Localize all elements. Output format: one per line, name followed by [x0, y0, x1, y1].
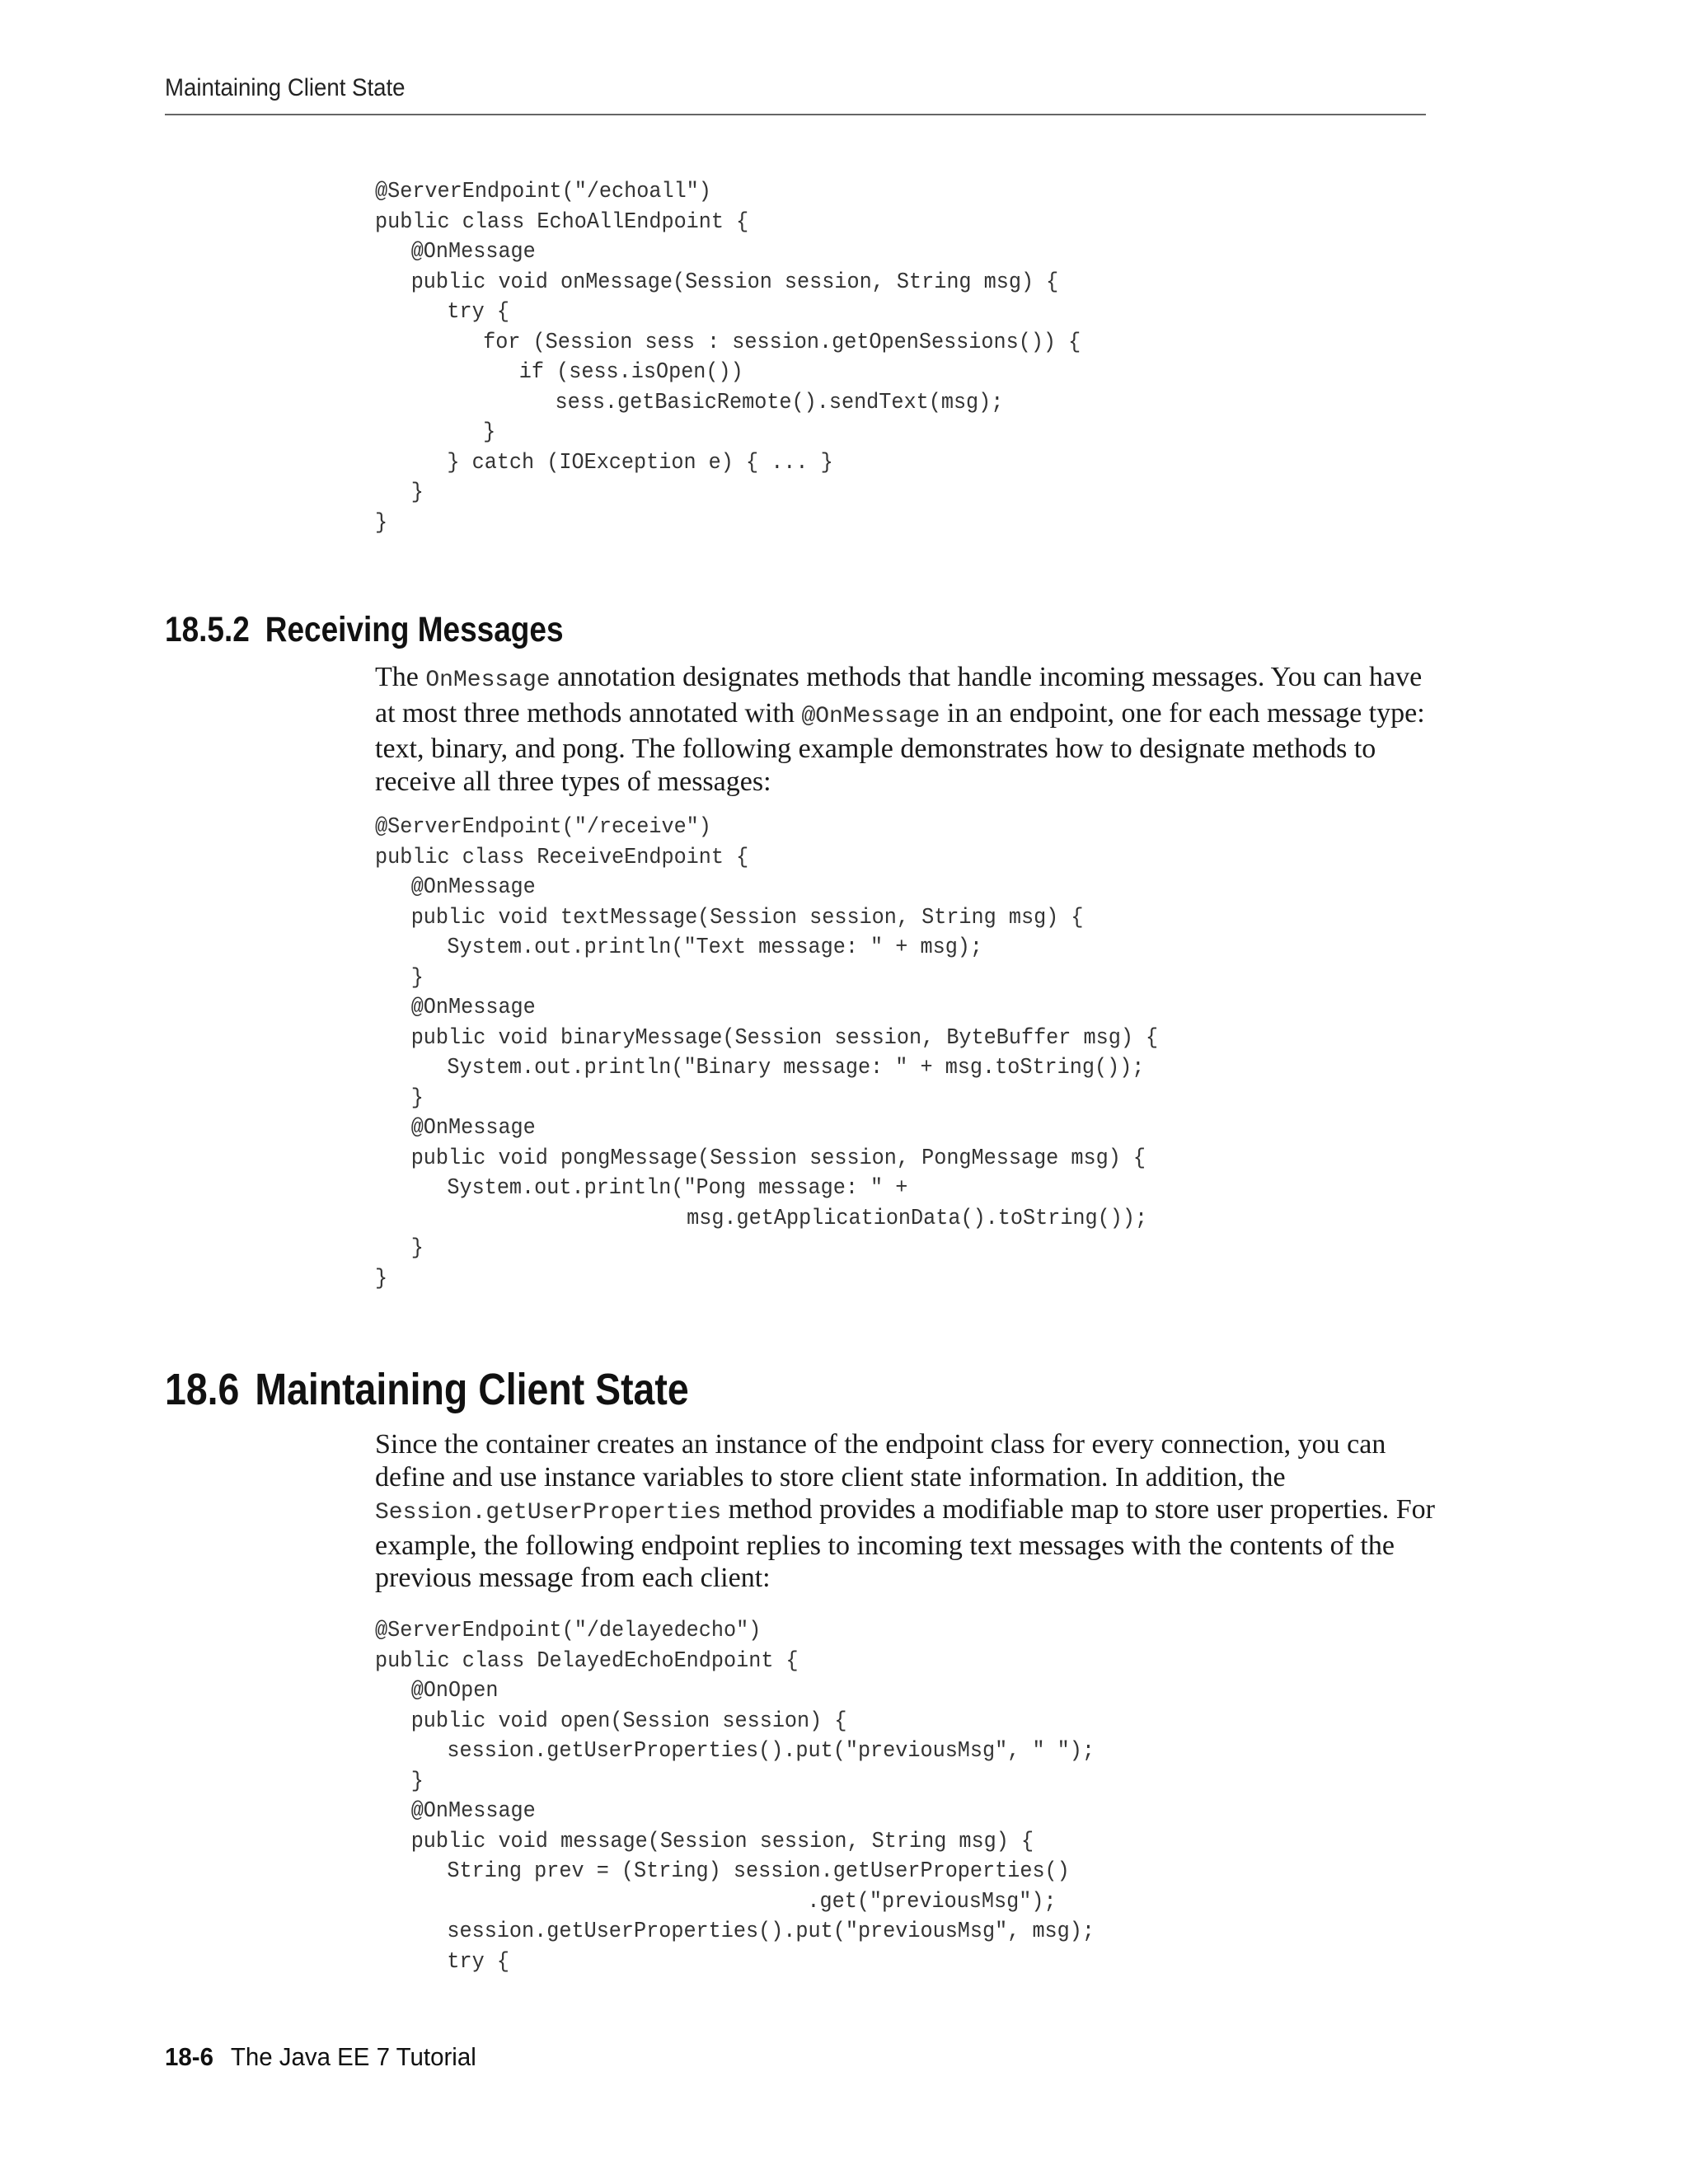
code-line: String prev = (String) session.getUserProperties()	[447, 1858, 1070, 1883]
section-number: 18.5.2	[165, 610, 250, 649]
code-line: for (Session sess : session.getOpenSessions()) {	[483, 329, 1081, 354]
code-line: public class EchoAllEndpoint {	[375, 209, 749, 234]
code-line: msg.getApplicationData().toString());	[687, 1205, 1148, 1230]
inline-code: Session.getUserProperties	[375, 1500, 722, 1526]
maintaining-client-state-paragraph	[375, 1428, 1438, 1595]
code-line: session.getUserProperties().put("previousMsg", msg);	[447, 1919, 1095, 1943]
code-line: }	[410, 964, 424, 990]
code-line: @OnOpen	[410, 1678, 499, 1703]
running-header: Maintaining Client State	[165, 74, 406, 101]
page-footer	[165, 2042, 476, 2072]
code-line: try {	[447, 1948, 509, 1974]
section-title: Maintaining Client State	[255, 1365, 689, 1414]
receiving-messages-paragraph	[375, 661, 1438, 798]
code-line: }	[410, 1085, 424, 1110]
section-heading-receiving-messages	[165, 610, 564, 650]
code-line: public void open(Session session) {	[410, 1708, 847, 1733]
code-line: }	[410, 1768, 424, 1793]
code-line: public void message(Session session, String msg) {	[410, 1828, 1034, 1854]
paragraph-text: in an endpoint, one for each message type: text, binary, and pong. The following example demonstrates how to designate methods to receive all three types of messages:	[375, 697, 1425, 797]
code-line: try {	[447, 299, 509, 324]
section-heading-maintaining-client-state	[165, 1364, 689, 1415]
code-line: public void onMessage(Session session, String msg) {	[410, 269, 1059, 294]
code-line: }	[410, 1235, 424, 1260]
code-line: System.out.println("Text message: " + msg);	[447, 935, 983, 959]
code-line: @OnMessage	[410, 1798, 536, 1823]
code-line: }	[410, 480, 424, 504]
paragraph-text: method provides a modifiable map to store user properties. For example, the following endpoint replies to incoming text messages with the contents of the previous message from each client:	[375, 1494, 1435, 1593]
code-line: @ServerEndpoint("/echoall")	[375, 179, 711, 204]
code-line: System.out.println("Pong message: " +	[447, 1175, 908, 1200]
code-line: } catch (IOException e) { ... }	[447, 449, 833, 475]
code-line: @ServerEndpoint("/delayedecho")	[375, 1618, 762, 1643]
code-line: .get("previousMsg");	[807, 1888, 1057, 1914]
code-line: System.out.println("Binary message: " + msg.toString());	[447, 1055, 1145, 1080]
inline-code: @OnMessage	[801, 703, 940, 729]
section-number: 18.6	[165, 1365, 240, 1414]
code-line: sess.getBasicRemote().sendText(msg);	[555, 389, 1004, 415]
code-line: }	[483, 419, 496, 444]
code-block-echoall	[375, 176, 1081, 537]
code-line: @OnMessage	[410, 995, 536, 1019]
inline-code: OnMessage	[425, 668, 551, 693]
code-block-receive	[375, 812, 1158, 1293]
code-line: @OnMessage	[410, 1115, 536, 1140]
paragraph-text: annotation designates methods that handle incoming messages. You can have at most three methods annotated with	[375, 662, 1423, 729]
code-line: public void pongMessage(Session session, PongMessage msg) {	[410, 1145, 1146, 1170]
header-rule	[165, 114, 1426, 115]
paragraph-text: Since the container creates an instance of the endpoint class for every connection, you can define and use instance variables to store client state information. In addition, the	[375, 1429, 1386, 1493]
paragraph-text: The	[375, 662, 426, 692]
page-number: 18-6	[165, 2042, 213, 2071]
code-line: session.getUserProperties().put("previousMsg", " ");	[447, 1738, 1095, 1763]
code-line: @OnMessage	[410, 874, 536, 899]
code-line: @OnMessage	[410, 239, 536, 264]
code-line: public void textMessage(Session session, String msg) {	[410, 904, 1084, 930]
code-block-delayedecho	[375, 1615, 1095, 1976]
code-line: @ServerEndpoint("/receive")	[375, 814, 711, 839]
book-title: The Java EE 7 Tutorial	[230, 2042, 476, 2071]
code-line: }	[375, 509, 388, 535]
section-title: Receiving Messages	[265, 610, 564, 649]
code-line: if (sess.isOpen())	[518, 359, 743, 384]
code-line: }	[375, 1265, 388, 1291]
code-line: public class DelayedEchoEndpoint {	[375, 1647, 799, 1673]
code-line: public void binaryMessage(Session session, ByteBuffer msg) {	[410, 1024, 1159, 1050]
code-line: public class ReceiveEndpoint {	[375, 844, 749, 869]
